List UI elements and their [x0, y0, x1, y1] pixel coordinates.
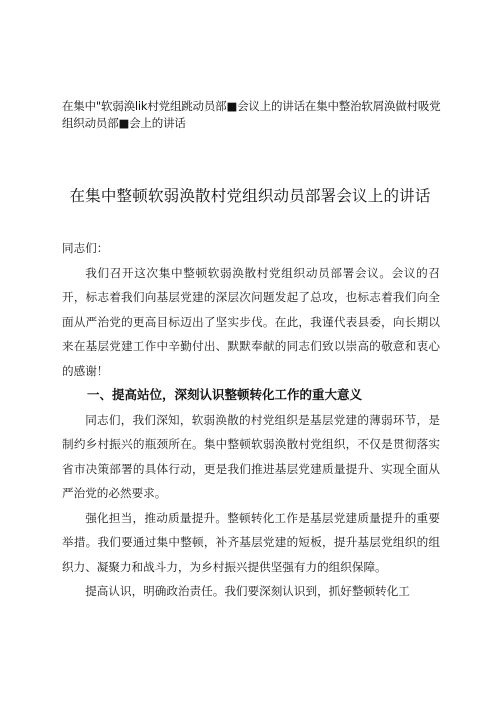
body-paragraph: 同志们，我们深知，软弱涣散的村党组织是基层党建的薄弱环节，是制约乡村振兴的瓶颈所在。集中整顿软弱涣散村党组织，不仅是贯彻落实省市决策部署的具体行动，更是我们推进基层党建质量提升、实现全面从严治党的必然要求。	[62, 412, 440, 500]
body-paragraph: 提高认识，明确政治责任。我们要深刻认识到，抓好整顿转化工	[85, 584, 410, 598]
header-note: 在集中"软弱涣lik村党组跳动员部■会议上的讲话在集中整治软屑涣做村吸党组织动员部■会上的讲话	[62, 99, 441, 130]
document-title: 在集中整顿软弱涣散村党组织动员部署会议上的讲话	[69, 187, 431, 205]
section-heading: 一、提高站位，深刻认识整顿转化工作的重大意义	[87, 387, 363, 402]
salutation: 同志们：	[62, 241, 109, 255]
body-paragraph: 强化担当，推动质量提升。整顿转化工作是基层党建质量提升的重要举措。我们要通过集中整顿，补齐基层党建的短板，提升基层党组织的组织力、凝聚力和战斗力，为乡村振兴提供坚强有力的组织保障。	[62, 510, 440, 574]
document-body	[62, 236, 440, 604]
intro-paragraph: 我们召开这次集中整顿软弱涣散村党组织动员部署会议。会议的召开，标志着我们向基层党建的深层次问题发起了总攻，也标志着我们向全面从严治党的更高目标迈出了坚实步伐。在此，我谨代表县委，向长期以来在基层党建工作中辛勤付出、默默奉献的同志们致以崇高的敬意和衷心的感谢！	[62, 265, 440, 378]
